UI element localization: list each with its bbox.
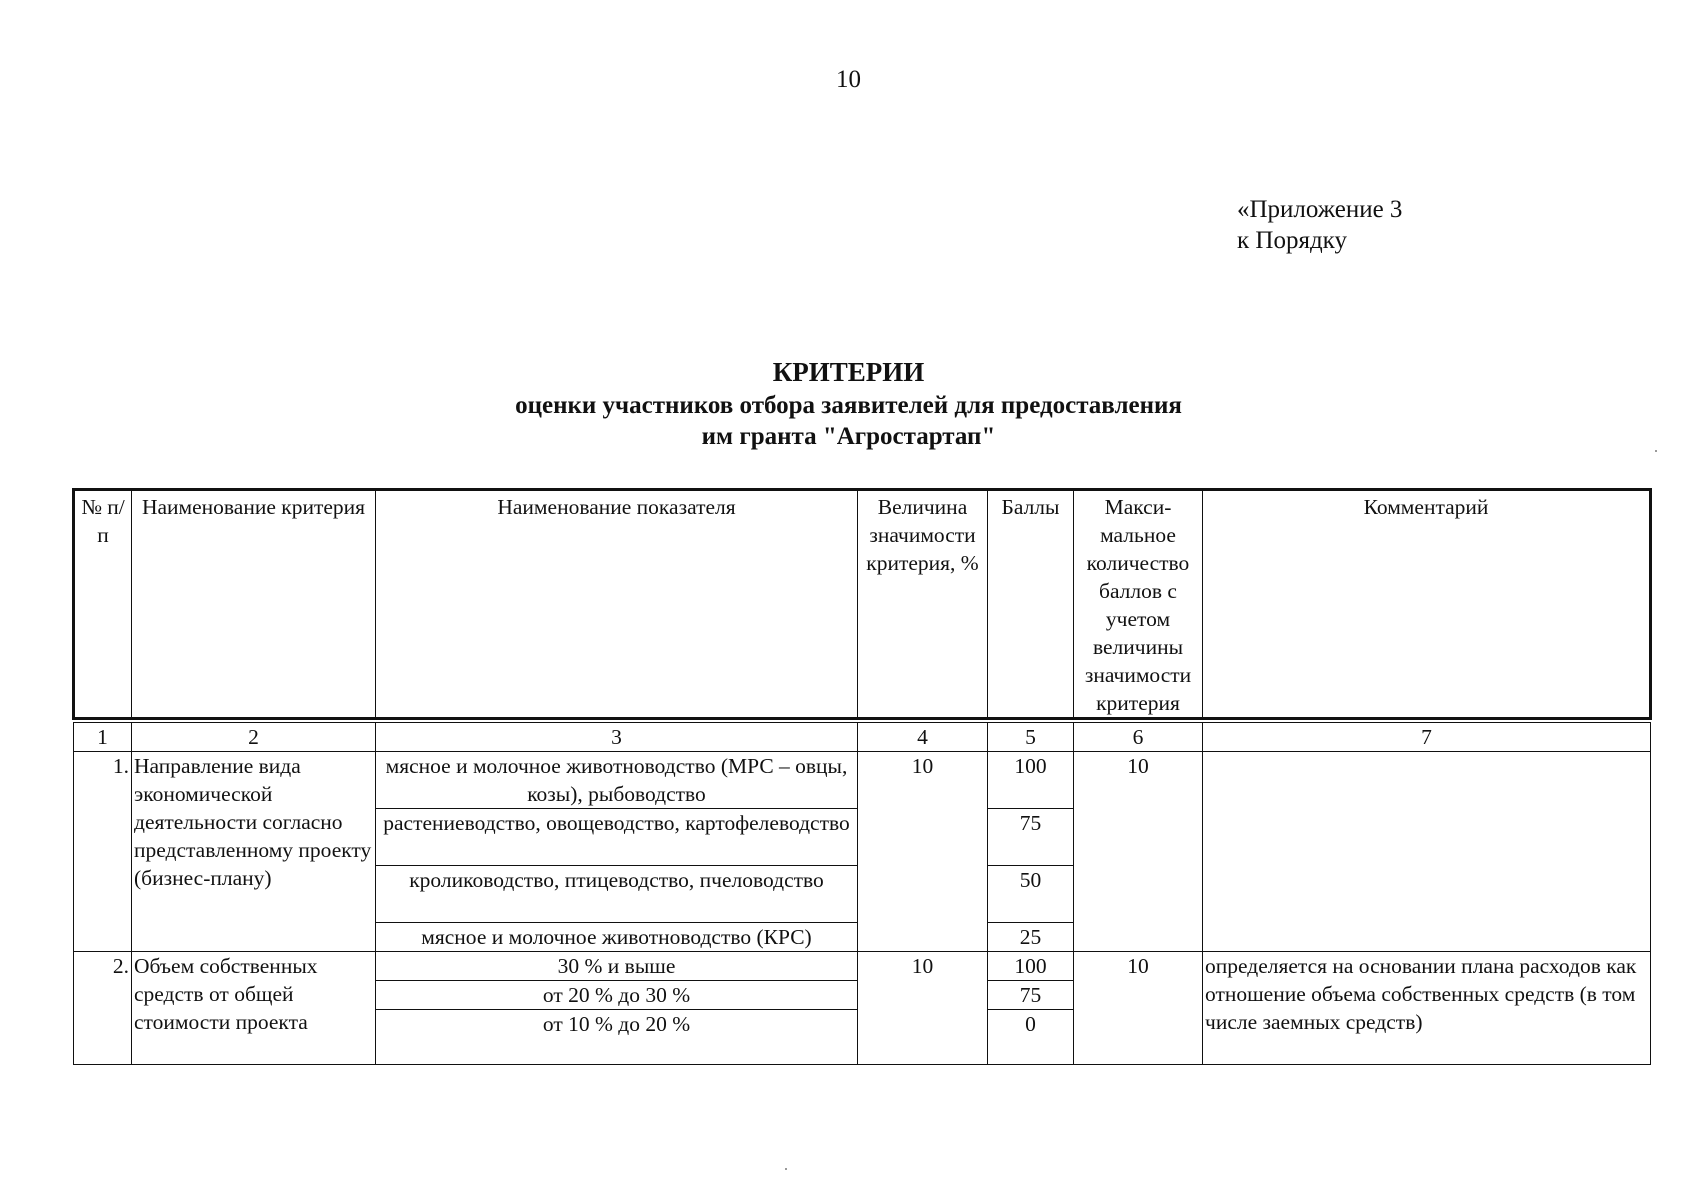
appendix-line-2: к Порядку xyxy=(1237,227,1347,254)
document-subtitle xyxy=(0,390,1697,452)
column-numbers-row xyxy=(74,723,1651,752)
indicator-name: 30 % и выше xyxy=(376,952,858,981)
criterion-weight: 10 xyxy=(858,752,988,952)
indicator-score: 75 xyxy=(988,981,1074,1010)
header-col-score: Баллы xyxy=(988,490,1074,719)
appendix-line-1: «Приложение 3 xyxy=(1237,196,1403,223)
column-number: 3 xyxy=(376,723,858,752)
indicator-name: от 20 % до 30 % xyxy=(376,981,858,1010)
column-number: 2 xyxy=(132,723,376,752)
column-number: 4 xyxy=(858,723,988,752)
header-col-max-score: Макси-мальное количество баллов с учетом величины значимости критерия xyxy=(1074,490,1203,719)
criterion-comment: определяется на основании плана расходов как отношение объема собственных средств (в том числе заемных средств) xyxy=(1203,952,1651,1065)
header-col-number: № п/п xyxy=(74,490,132,719)
subtitle-line-1: оценки участников отбора заявителей для предоставления xyxy=(515,392,1182,419)
row-number: 2. xyxy=(74,952,132,1065)
subtitle-line-2: им гранта "Агростартап" xyxy=(701,423,996,450)
table-row xyxy=(74,952,1651,981)
criterion-max-score: 10 xyxy=(1074,952,1203,1065)
criterion-weight: 10 xyxy=(858,952,988,1065)
indicator-name: мясное и молочное животноводство (КРС) xyxy=(376,923,858,952)
scan-artifact xyxy=(785,1168,787,1170)
indicator-score: 0 xyxy=(988,1010,1074,1065)
table-row xyxy=(74,752,1651,809)
appendix-reference xyxy=(1237,194,1402,256)
table-header-row xyxy=(74,490,1651,719)
criterion-name: Направление вида экономической деятельности согласно представленному проекту (бизнес-плану) xyxy=(132,752,376,952)
column-number: 7 xyxy=(1203,723,1651,752)
document-title: КРИТЕРИИ xyxy=(772,357,925,387)
criterion-max-score: 10 xyxy=(1074,752,1203,952)
indicator-score: 100 xyxy=(988,952,1074,981)
criteria-table xyxy=(72,488,1652,1065)
indicator-name: от 10 % до 20 % xyxy=(376,1010,858,1065)
indicator-name: мясное и молочное животноводство (МРС – овцы, козы), рыбоводство xyxy=(376,752,858,809)
column-number: 6 xyxy=(1074,723,1203,752)
header-col-weight: Величина значимости критерия, % xyxy=(858,490,988,719)
indicator-name: растениеводство, овощеводство, картофелеводство xyxy=(376,809,858,866)
column-number: 5 xyxy=(988,723,1074,752)
row-number: 1. xyxy=(74,752,132,952)
scan-artifact xyxy=(1655,450,1657,452)
indicator-score: 75 xyxy=(988,809,1074,866)
header-col-comment: Комментарий xyxy=(1203,490,1651,719)
header-col-criterion: Наименование критерия xyxy=(132,490,376,719)
indicator-score: 100 xyxy=(988,752,1074,809)
page-number: 10 xyxy=(836,66,861,93)
criterion-comment xyxy=(1203,752,1651,952)
indicator-name: кролиководство, птицеводство, пчеловодство xyxy=(376,866,858,923)
criterion-name: Объем собственных средств от общей стоимости проекта xyxy=(132,952,376,1065)
column-number: 1 xyxy=(74,723,132,752)
indicator-score: 50 xyxy=(988,866,1074,923)
header-col-indicator: Наименование показателя xyxy=(376,490,858,719)
indicator-score: 25 xyxy=(988,923,1074,952)
